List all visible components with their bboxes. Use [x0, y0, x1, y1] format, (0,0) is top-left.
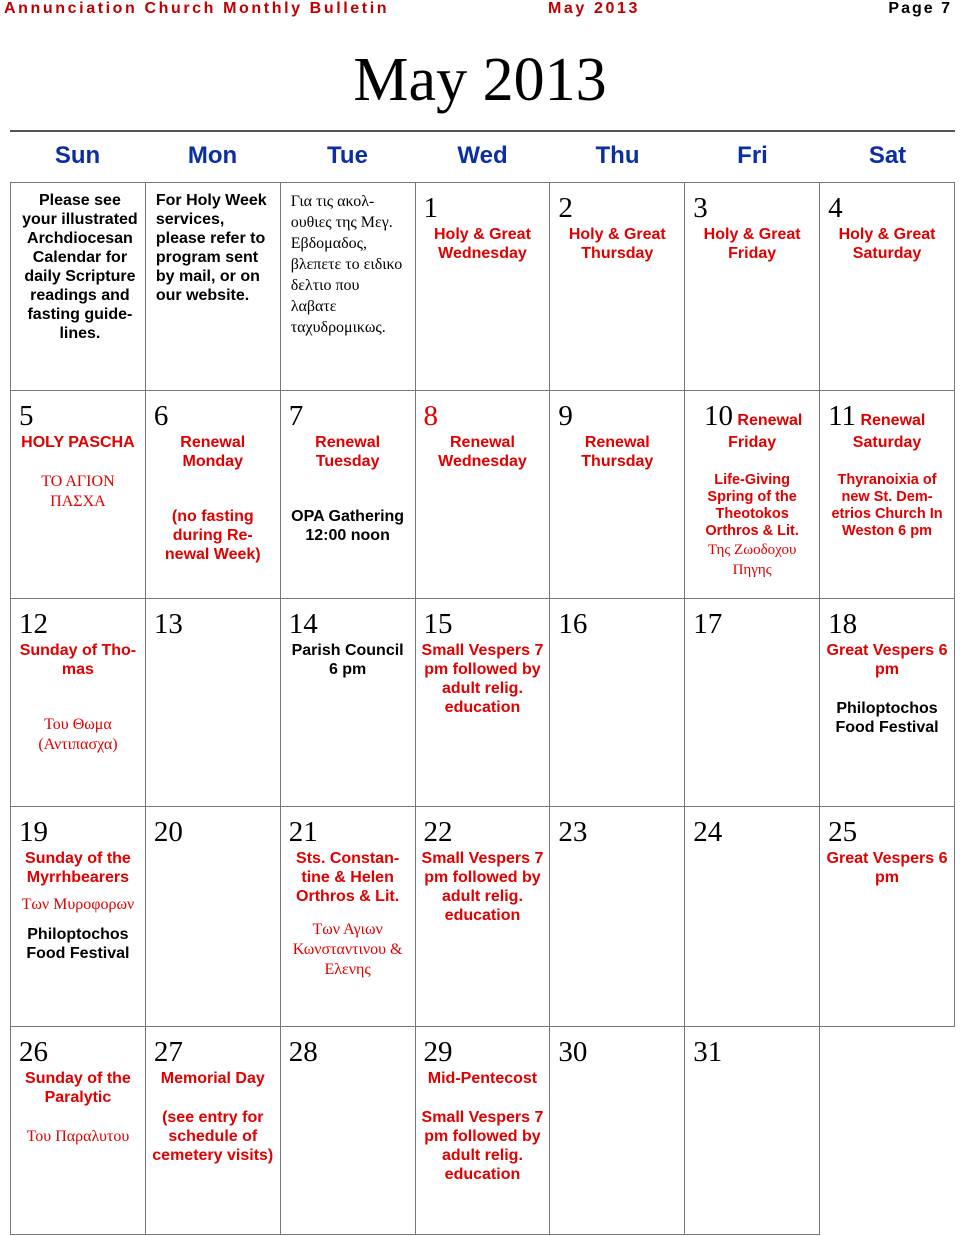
day-cell [280, 391, 415, 599]
calendar-grid [10, 182, 955, 1235]
event-label-greek: Του Θωμα (Αντιπασχα) [38, 716, 118, 753]
day-number: 4 [828, 192, 843, 224]
day-number: 19 [19, 816, 48, 848]
calendar-week-4 [11, 807, 955, 1027]
day-cell [280, 807, 415, 1027]
day-number: 3 [693, 192, 708, 224]
day-number: 25 [828, 816, 858, 848]
day-number: 23 [558, 816, 588, 848]
weekday-wed: Wed [457, 142, 508, 169]
event-label: Great Vespers 6 pm [826, 642, 948, 678]
event-label: Sunday of the Myrrhbearers [25, 850, 131, 886]
day-cell [11, 599, 146, 807]
weekday-sun: Sun [54, 142, 101, 169]
event-label-greek: Του Παραλυτου [26, 1128, 130, 1145]
day-cell [415, 599, 550, 807]
day-number: 30 [558, 1036, 588, 1068]
day-number: 21 [288, 816, 318, 848]
day-cell [145, 599, 280, 807]
event-label: HOLY PASCHA [21, 434, 135, 451]
day-cell [685, 183, 820, 391]
day-number: 22 [423, 816, 453, 848]
bulletin-issue: May 2013 [548, 0, 640, 17]
day-cell [685, 391, 820, 599]
calendar-week-1 [11, 183, 955, 391]
weekday-mon: Mon [187, 142, 238, 169]
day-cell [11, 807, 146, 1027]
event-label-greek: Των Μυροφορων [21, 896, 135, 913]
day-number: 31 [693, 1036, 723, 1068]
day-number: 14 [288, 608, 318, 640]
event-label-greek: ΤΟ ΑΓΙΟΝ ΠΑΣΧΑ [41, 473, 115, 510]
day-cell [280, 599, 415, 807]
day-number: 29 [423, 1036, 453, 1068]
weekday-sat: Sat [868, 142, 907, 169]
day-number: 11 [828, 400, 856, 432]
day-number: 5 [19, 400, 34, 432]
day-cell [550, 391, 685, 599]
event-label: Sunday of Tho-mas [19, 642, 137, 678]
event-note: OPA Gathering 12:00 noon [291, 508, 405, 544]
event-label: Renewal Wednesday [438, 434, 527, 470]
day-number: 26 [19, 1036, 48, 1068]
day-cell [145, 1027, 280, 1235]
event-label: Renewal [860, 412, 926, 429]
day-header [826, 399, 948, 433]
day-number: 10 [703, 400, 733, 432]
event-label: Parish Council 6 pm [291, 642, 404, 678]
event-note: (see entry for schedule of cemetery visits) [152, 1109, 274, 1164]
title-divider [10, 130, 955, 132]
event-note: Thyranoixia of new St. Dem-etrios Church In Weston 6 pm [831, 472, 943, 539]
calendar-week-5 [11, 1027, 955, 1235]
event-label: Renewal [737, 412, 803, 429]
day-number: 17 [693, 608, 723, 640]
day-number: 16 [558, 608, 588, 640]
day-cell [415, 1027, 550, 1235]
bulletin-header [0, 0, 960, 22]
event-label: Holy & Great Saturday [838, 226, 936, 262]
event-label: Renewal Thursday [581, 434, 654, 470]
day-cell [280, 183, 415, 391]
event-label-greek: Της Ζωοδοχου Πηγης [707, 542, 797, 578]
calendar-week-3 [11, 599, 955, 807]
day-number: 13 [153, 608, 183, 640]
event-label: Great Vespers 6 pm [826, 850, 948, 886]
day-cell [820, 183, 955, 391]
event-label-cont: Saturday [852, 434, 922, 451]
calendar-week-2 [11, 391, 955, 599]
day-number: 15 [423, 608, 453, 640]
day-number: 7 [288, 400, 304, 432]
day-cell [820, 599, 955, 807]
day-number: 2 [558, 192, 573, 224]
event-label: Sts. Constan-tine & Helen Orthros & Lit. [296, 850, 400, 905]
day-cell [145, 183, 280, 391]
page-number: Page 7 [888, 0, 952, 17]
day-cell [685, 599, 820, 807]
day-cell [280, 1027, 415, 1235]
event-label: Mid-Pentecost [427, 1070, 538, 1087]
day-number: 8 [423, 400, 439, 432]
day-cell [685, 807, 820, 1027]
day-number: 9 [558, 400, 573, 432]
day-cell [820, 807, 955, 1027]
day-cell [11, 391, 146, 599]
event-label: Renewal Tuesday [315, 434, 381, 470]
event-label: Holy & Great Wednesday [433, 226, 531, 262]
event-note: Philoptochos Food Festival [835, 700, 939, 736]
holy-week-note-greek: Για τις ακολ-ουθιες της Μεγ. Εβδομαδος, βλεπετε το ειδικο δελτιο που λαβατε ταχυδρομικως. [290, 193, 403, 336]
scripture-note: Please see your illustrated Archdiocesan Calendar for daily Scripture readings and fasting guide-lines. [22, 192, 138, 342]
day-cell [145, 391, 280, 599]
day-cell [145, 807, 280, 1027]
day-number: 12 [19, 608, 48, 640]
day-cell [820, 391, 955, 599]
weekday-header-row [10, 133, 955, 179]
day-cell [415, 391, 550, 599]
event-label: Small Vespers 7 pm followed by adult relig. education [421, 850, 544, 924]
event-label: Sunday of the Paralytic [25, 1070, 131, 1106]
weekday-fri: Fri [737, 142, 768, 169]
day-number: 18 [828, 608, 858, 640]
day-cell [415, 807, 550, 1027]
event-note: (no fasting during Re-newal Week) [164, 508, 261, 563]
bulletin-name: Annunciation Church Monthly Bulletin [4, 0, 390, 17]
calendar-title: May 2013 [353, 46, 607, 114]
event-note: Small Vespers 7 pm followed by adult relig. education [421, 1109, 544, 1183]
day-cell [685, 1027, 820, 1235]
holy-week-note: For Holy Week services, please refer to program sent by mail, or on our website. [155, 192, 267, 304]
event-label: Memorial Day [160, 1070, 265, 1087]
event-label: Small Vespers 7 pm followed by adult relig. education [421, 642, 544, 716]
day-cell [550, 1027, 685, 1235]
event-label: Holy & Great Thursday [568, 226, 666, 262]
weekday-thu: Thu [595, 142, 640, 169]
day-cell [550, 599, 685, 807]
day-cell [11, 183, 146, 391]
event-label: Holy & Great Friday [703, 226, 801, 262]
event-note: Philoptochos Food Festival [26, 926, 130, 962]
day-number: 6 [153, 400, 169, 432]
day-number: 28 [288, 1036, 318, 1068]
empty-cell [820, 1027, 955, 1235]
weekday-tue: Tue [327, 142, 368, 169]
day-cell [550, 807, 685, 1027]
event-label: Renewal Monday [180, 434, 246, 470]
event-label-greek: Των Αγιων Κωνσταντινου & Ελενης [292, 921, 403, 978]
event-note: Life-Giving Spring of the Theotokos Orthros & Lit. [705, 472, 799, 539]
day-number: 24 [693, 816, 723, 848]
day-cell [550, 183, 685, 391]
day-cell [415, 183, 550, 391]
day-header [691, 399, 813, 433]
event-label-cont: Friday [728, 434, 777, 451]
day-number: 20 [153, 816, 183, 848]
day-number: 27 [153, 1036, 183, 1068]
day-number: 1 [423, 192, 439, 224]
day-cell [11, 1027, 146, 1235]
